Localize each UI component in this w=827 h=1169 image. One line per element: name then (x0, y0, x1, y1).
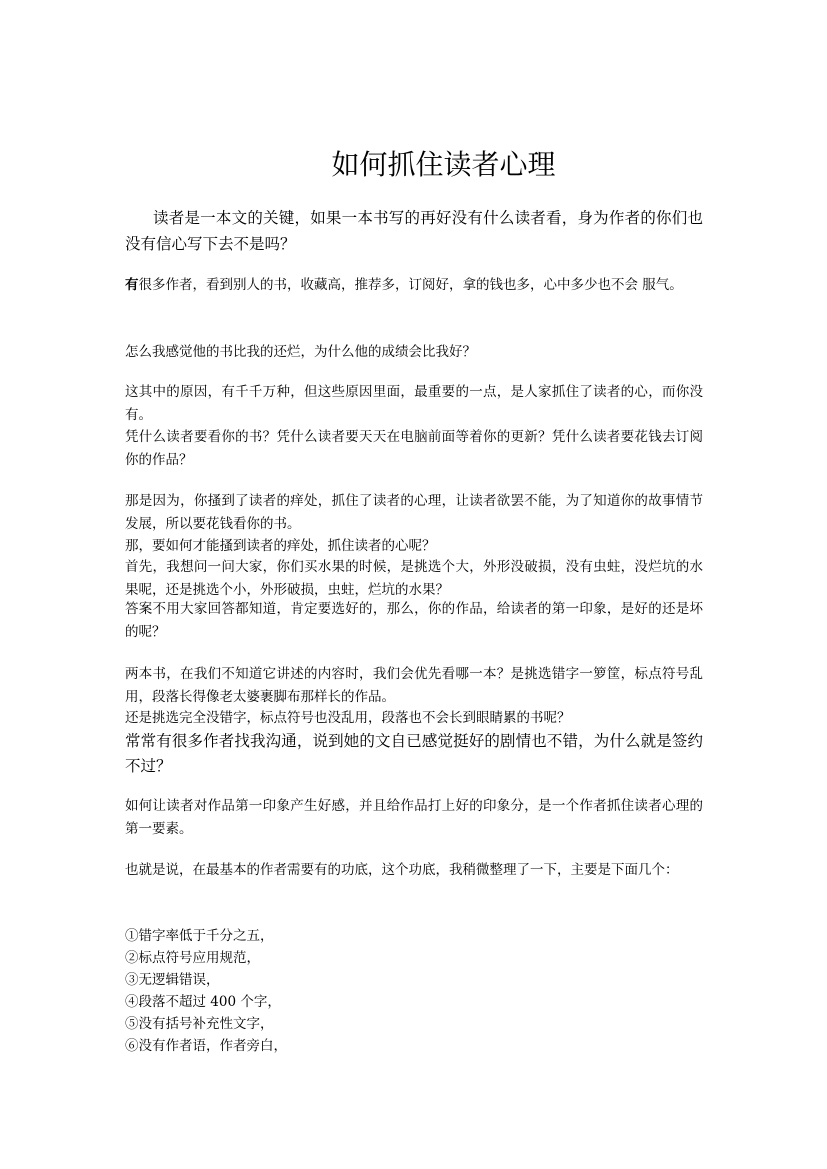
paragraph-6: 那，要如何才能搔到读者的痒处，抓住读者的心呢？ (125, 538, 436, 554)
list-item-1: ①错字率低于千分之五， (125, 928, 274, 944)
paragraph-9: 两本书，在我们不知道它讲述的内容时，我们会优先看哪一本？是挑选错字一箩筐，标点符号乱用，段落长得像老太婆裹脚布那样长的作品。 (125, 666, 703, 705)
list-item-2: ②标点符号应用规范， (125, 950, 260, 966)
document-title: 如何抓住读者心理 (331, 148, 556, 181)
list-item-6: ⑥没有作者语，作者旁白， (125, 1038, 287, 1054)
list-item-5: ⑤没有括号补充性文字， (125, 1016, 274, 1032)
paragraph-12: 如何让读者对作品第一印象产生好感，并且给作品打上好的印象分，是一个作者抓住读者心理的第一要素。 (125, 798, 703, 837)
paragraph-7: 首先，我想问一问大家，你们买水果的时候，是挑选个大，外形没破损，没有虫蛀，没烂坑的水果呢，还是挑选个小，外形破损，虫蛀，烂坑的水果？ (125, 559, 703, 598)
paragraph-4: 凭什么读者要看你的书？凭什么读者要天天在电脑前面等着你的更新？凭什么读者要花钱去订阅你的作品？ (125, 429, 703, 468)
paragraph-2: 怎么我感觉他的书比我的还烂，为什么他的成绩会比我好？ (125, 344, 476, 360)
paragraph-8: 答案不用大家回答都知道，肯定要选好的，那么，你的作品，给读者的第一印象，是好的还是坏的呢？ (125, 601, 703, 640)
paragraph-5: 那是因为，你搔到了读者的痒处，抓住了读者的心理，让读者欲罢不能，为了知道你的故事情节发展，所以要花钱看你的书。 (125, 493, 703, 532)
list-item-3: ③无逻辑错误， (125, 972, 220, 988)
paragraph-3: 这其中的原因，有千千万种，但这些原因里面，最重要的一点，是人家抓住了读者的心，而你没有。 (125, 384, 703, 423)
paragraph-1-first-char: 有 (125, 277, 139, 293)
intro-paragraph: 读者是一本文的关键，如果一本书写的再好没有什么读者看，身为作者的你们也没有信心写下去不是吗？ (125, 209, 703, 253)
paragraph-1 (125, 274, 703, 297)
paragraph-10: 还是挑选完全没错字，标点符号也没乱用，段落也不会长到眼睛累的书呢？ (125, 710, 571, 726)
list-item-4: ④段落不超过 400 个字， (125, 994, 281, 1010)
paragraph-11: 常常有很多作者找我沟通，说到她的文自已感觉挺好的剧情也不错，为什么就是签约不过？ (125, 732, 703, 775)
paragraph-13: 也就是说，在最基本的作者需要有的功底，这个功底，我稍微整理了一下，主要是下面几个： (125, 862, 679, 878)
paragraph-1-text: 很多作者，看到别人的书，收藏高，推荐多，订阅好，拿的钱也多，心中多少也不会 服气。 (138, 277, 683, 293)
